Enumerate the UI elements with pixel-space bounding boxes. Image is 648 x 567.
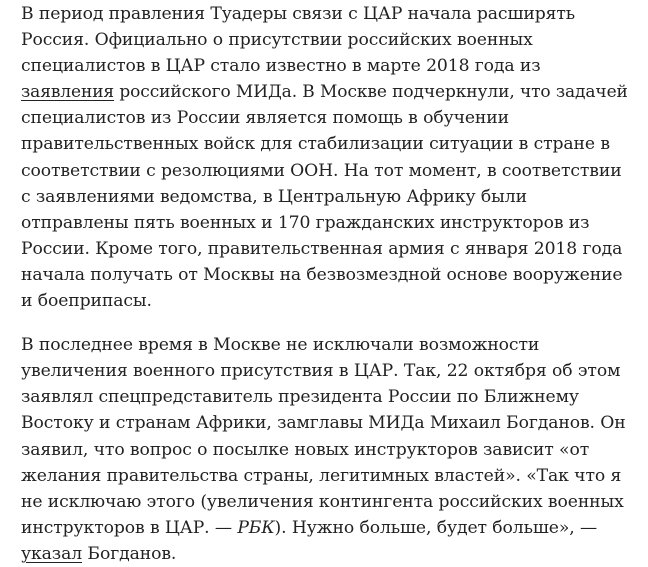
paragraph-2 [21, 332, 633, 567]
text-line: В последнее время в Москве не исключали возможности [21, 335, 540, 356]
text-line: специалистов из России является помощь в обучении [21, 108, 509, 129]
text-line: России. Кроме того, правительственная армия с января 2018 года [21, 238, 623, 259]
source-name: РБК [237, 517, 275, 538]
text-line: заявлял спецпредставитель президента России по Ближнему [21, 387, 579, 408]
text-line: с заявлениями ведомства, в Центральную Африку были [21, 186, 527, 207]
text-segment: Богданов. [82, 543, 177, 564]
paragraph-1 [21, 1, 633, 314]
text-segment: российского МИДа. В Москве подчеркнули, что задачей [114, 82, 628, 103]
text-line: Востоку и странам Африки, замглавы МИДа Михаил Богданов. Он [21, 413, 626, 434]
text-line: желания правительства страны, легитимных властей». «Так что я [21, 465, 622, 486]
text-line: начала получать от Москвы на безвозмездной основе вооружение [21, 264, 623, 285]
text-line: не исключаю этого (увеличения контингента российских военных [21, 491, 624, 512]
text-line: увеличения военного присутствия в ЦАР. Так, 22 октября об этом [21, 361, 621, 382]
quote-source-link[interactable]: указал [21, 543, 83, 564]
text-line [21, 541, 633, 567]
text-line: специалистов в ЦАР стало известно в марте 2018 года из [21, 56, 541, 77]
text-line: и боеприпасы. [21, 291, 152, 312]
text-line [21, 79, 633, 105]
text-line: правительственных войск для стабилизации ситуации в стране в [21, 134, 610, 155]
article-body [21, 1, 633, 567]
text-line: В период правления Туадеры связи с ЦАР начала расширять [21, 4, 576, 24]
statement-link[interactable]: заявления [21, 82, 115, 103]
text-line: отправлены пять военных и 170 гражданских инструкторов из [21, 212, 590, 233]
text-segment: ). Нужно больше, будет больше», — [274, 517, 598, 538]
text-line: Россия. Официально о присутствии российских военных [21, 30, 533, 51]
text-line: заявил, что вопрос о посылке новых инструкторов зависит «от [21, 439, 590, 460]
text-segment: инструкторов в ЦАР. — [21, 517, 238, 538]
text-line [21, 515, 633, 541]
text-line: соответствии с резолюциями ООН. На тот момент, в соответствии [21, 160, 622, 181]
